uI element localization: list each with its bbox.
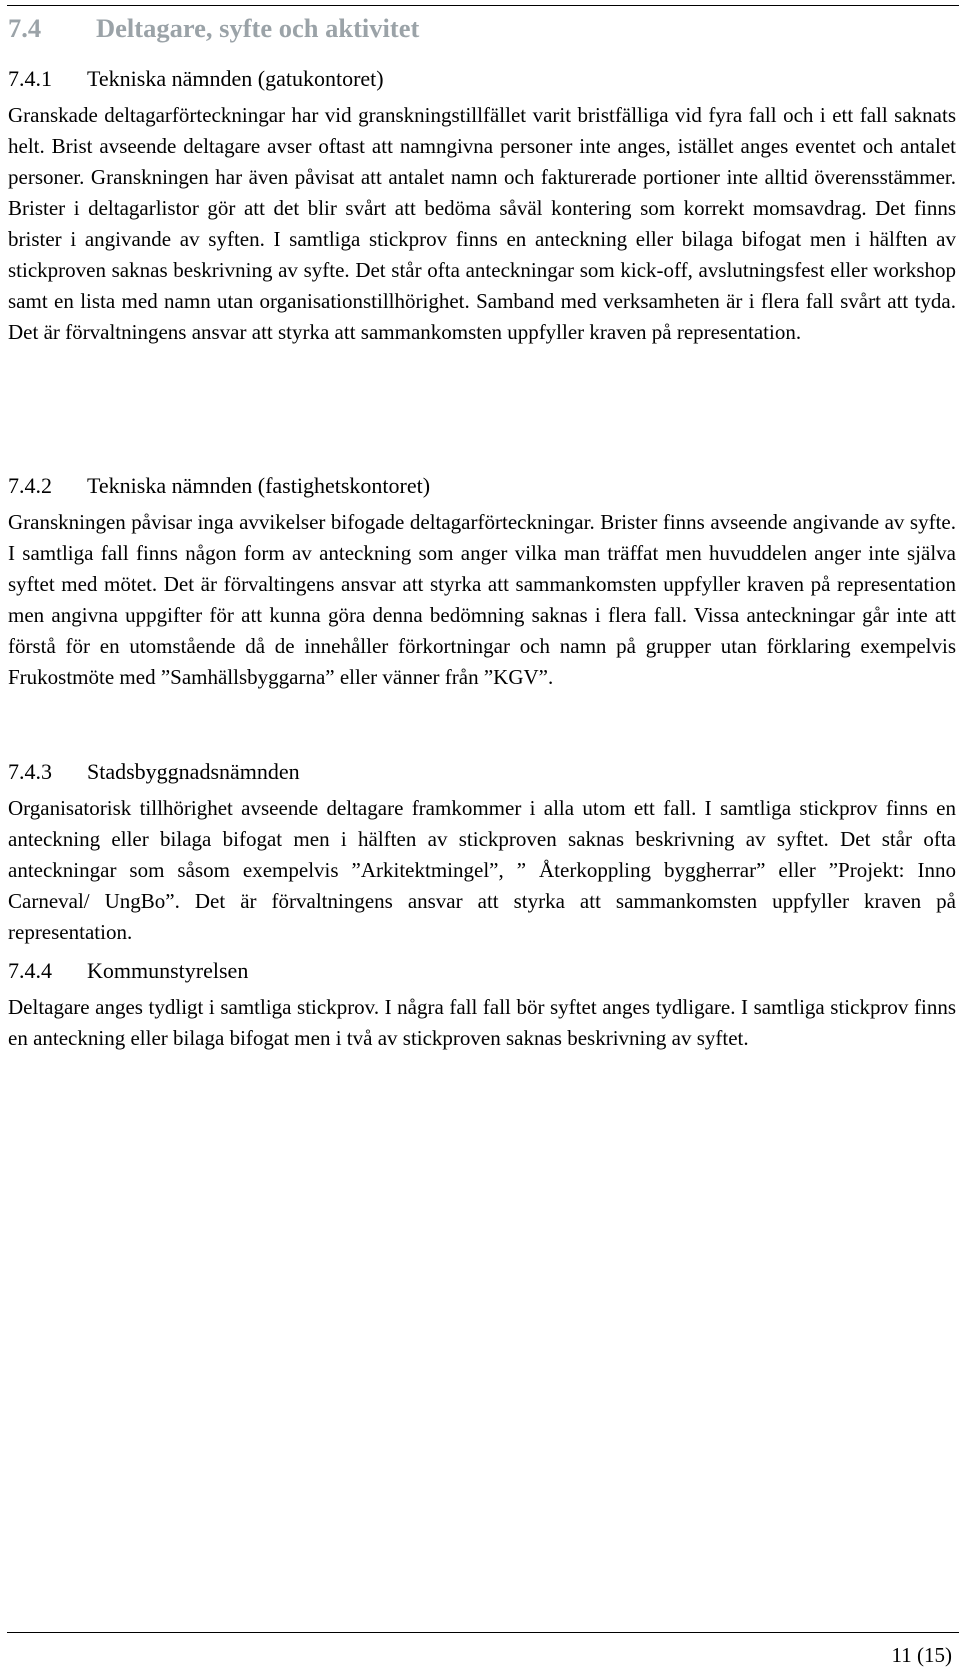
subsection-7-4-1 (8, 64, 956, 348)
section-heading (8, 8, 419, 48)
subsection-title: Tekniska nämnden (fastighetskontoret) (87, 473, 431, 498)
subsection-number: 7.4.2 (8, 473, 52, 498)
subsection-title: Stadsbyggnadsnämnden (87, 759, 300, 784)
subsection-paragraph: Granskade deltagarförteckningar har vid granskningstillfället varit bristfälliga vid fyra fall och i ett fall saknats helt. Brist avseende deltagare avser oftast att namngivna personer inte anges, istället anges eventet och antalet personer. Granskningen har även påvisat att antalet namn och fakturerade portioner inte alltid överensstämmer. Brister i deltagarlistor gör att det blir svårt att bedöma såväl kontering som korrekt momsavdrag. Det finns brister i angivande av syften. I samtliga stickprov finns en anteckning eller bilaga bifogat men i hälften av stickproven saknas beskrivning av syfte. Det står ofta anteckningar som kick-off, avslutningsfest eller workshop samt en lista med namn utan organisationstillhörighet. Samband med verksamheten är i flera fall svårt att tyda. Det är förvaltningens ansvar att styrka att sammankomsten uppfyller kraven på representation. (8, 103, 956, 344)
subsection-paragraph: Organisatorisk tillhörighet avseende deltagare framkommer i alla utom ett fall. I samtliga stickprov finns en anteckning eller bilaga bifogat men i hälften av stickproven saknas beskrivning av syftet. Det står ofta anteckningar som såsom exempelvis ”Arkitektmingel”, ” Återkoppling byggherrar” eller ”Projekt: Inno Carneval/ UngBo”. Det är förvaltningens ansvar att styrka att sammankomsten uppfyller kraven på representation. (8, 796, 956, 944)
subsection-heading (8, 956, 956, 986)
subsection-heading (8, 757, 956, 787)
subsection-paragraph: Deltagare anges tydligt i samtliga stickprov. I några fall fall bör syftet anges tydligare. I samtliga stickprov finns en anteckning eller bilaga bifogat men i två av stickproven saknas beskrivning av syftet. (8, 995, 956, 1050)
page-number: 11 (15) (891, 1643, 952, 1667)
subsection-7-4-4 (8, 956, 956, 1054)
subsection-title: Tekniska nämnden (gatukontoret) (87, 66, 384, 91)
subsection-title: Kommunstyrelsen (87, 958, 249, 983)
subsection-7-4-2 (8, 471, 956, 693)
subsection-heading (8, 64, 956, 94)
section-heading-title: Deltagare, syfte och aktivitet (96, 13, 420, 43)
subsection-7-4-3 (8, 757, 956, 948)
footer-rule (7, 1632, 959, 1633)
subsection-number: 7.4.1 (8, 66, 52, 91)
subsection-number: 7.4.3 (8, 759, 52, 784)
subsection-number: 7.4.4 (8, 958, 52, 983)
top-rule (7, 5, 959, 6)
subsection-heading (8, 471, 956, 501)
subsection-paragraph: Granskningen påvisar inga avvikelser bifogade deltagarförteckningar. Brister finns avseende angivande av syfte. I samtliga fall finns någon form av anteckning som anger vilka man träffat men huvuddelen anger inte själva syftet med mötet. Det är förvaltingens ansvar att styrka att sammankomsten uppfyller kraven på representation men angivna uppgifter för att kunna göra denna bedömning saknas i flera fall. Vissa anteckningar går inte att förstå för en utomstående då de innehåller förkortningar och namn på grupper utan förklaring exempelvis Frukostmöte med ”Samhällsbyggarna” eller vänner från ”KGV”. (8, 510, 956, 689)
section-heading-number: 7.4 (8, 13, 42, 43)
